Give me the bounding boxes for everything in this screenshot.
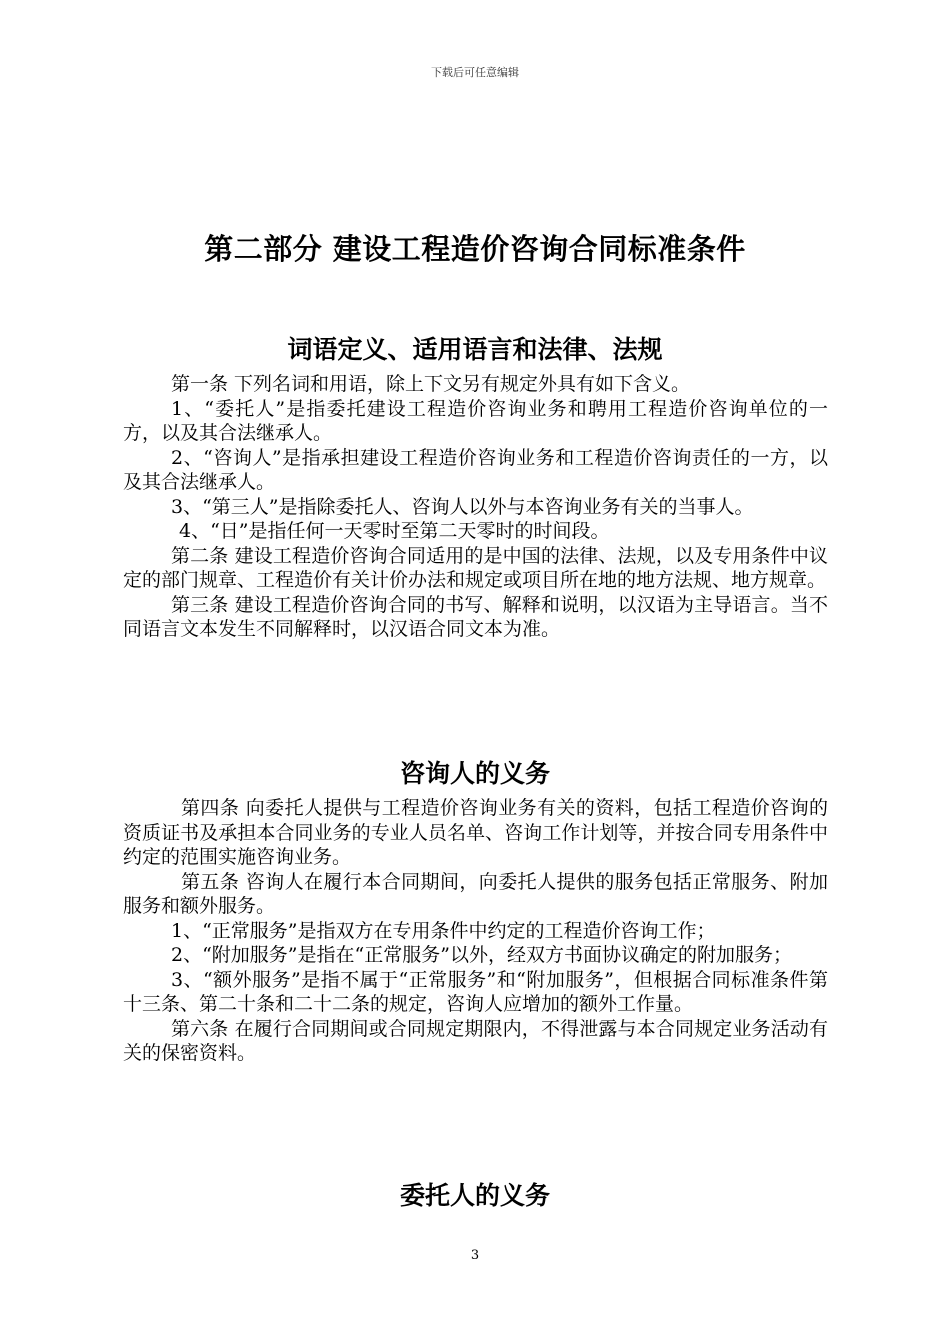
page-number: 3 xyxy=(470,1248,480,1263)
clause-paragraph: 1、“正常服务”是指双方在专用条件中约定的工程造价咨询工作； xyxy=(171,919,716,942)
clause-paragraph: 2、“咨询人”是指承担建设工程造价咨询业务和工程造价咨询责任的一方，以及其合法继承人。 xyxy=(123,446,828,493)
section-title-definitions: 词语定义、适用语言和法律、法规 xyxy=(287,335,663,364)
clause-paragraph: 4、“日”是指任何一天零时至第二天零时的时间段。 xyxy=(179,520,610,542)
section-body-definitions xyxy=(123,372,828,642)
section-body-consultant-obligations xyxy=(123,796,828,1066)
clause-paragraph: 2、“附加服务”是指在“正常服务”以外，经双方书面协议确定的附加服务； xyxy=(171,944,792,966)
clause-paragraph: 第三条 建设工程造价咨询合同的书写、解释和说明，以汉语为主导语言。当不同语言文本发生不同解释时，以汉语合同文本为准。 xyxy=(123,593,828,640)
clause-paragraph: 第六条 在履行合同期间或合同规定期限内，不得泄露与本合同规定业务活动有关的保密资料。 xyxy=(123,1017,828,1064)
clause-paragraph: 1、“委托人”是指委托建设工程造价咨询业务和聘用工程造价咨询单位的一方，以及其合法继承人。 xyxy=(123,397,828,444)
clause-paragraph: 3、“第三人”是指除委托人、咨询人以外与本咨询业务有关的当事人。 xyxy=(171,495,754,518)
clause-paragraph: 第五条 咨询人在履行本合同期间，向委托人提供的服务包括正常服务、附加服务和额外服务。 xyxy=(123,870,828,917)
section-title-consultant-obligations: 咨询人的义务 xyxy=(399,759,550,788)
clause-paragraph: 第二条 建设工程造价咨询合同适用的是中国的法律、法规，以及专用条件中议定的部门规章、工程造价有关计价办法和规定或项目所在地的地方法规、地方规章。 xyxy=(123,544,828,591)
section-title-client-obligations: 委托人的义务 xyxy=(399,1181,550,1210)
part-title: 第二部分 建设工程造价咨询合同标准条件 xyxy=(204,232,746,266)
clause-paragraph: 第四条 向委托人提供与工程造价咨询业务有关的资料，包括工程造价咨询的资质证书及承担本合同业务的专业人员名单、咨询工作计划等，并按合同专用条件中约定的范围实施咨询业务。 xyxy=(123,797,828,868)
clause-paragraph: 3、“额外服务”是指不属于“正常服务”和“附加服务”，但根据合同标准条件第十三条、第二十条和二十二条的规定，咨询人应增加的额外工作量。 xyxy=(123,968,828,1015)
clause-paragraph: 第一条 下列名词和用语，除上下文另有规定外具有如下含义。 xyxy=(171,373,691,395)
header-note: 下载后可任意编辑 xyxy=(431,66,519,79)
